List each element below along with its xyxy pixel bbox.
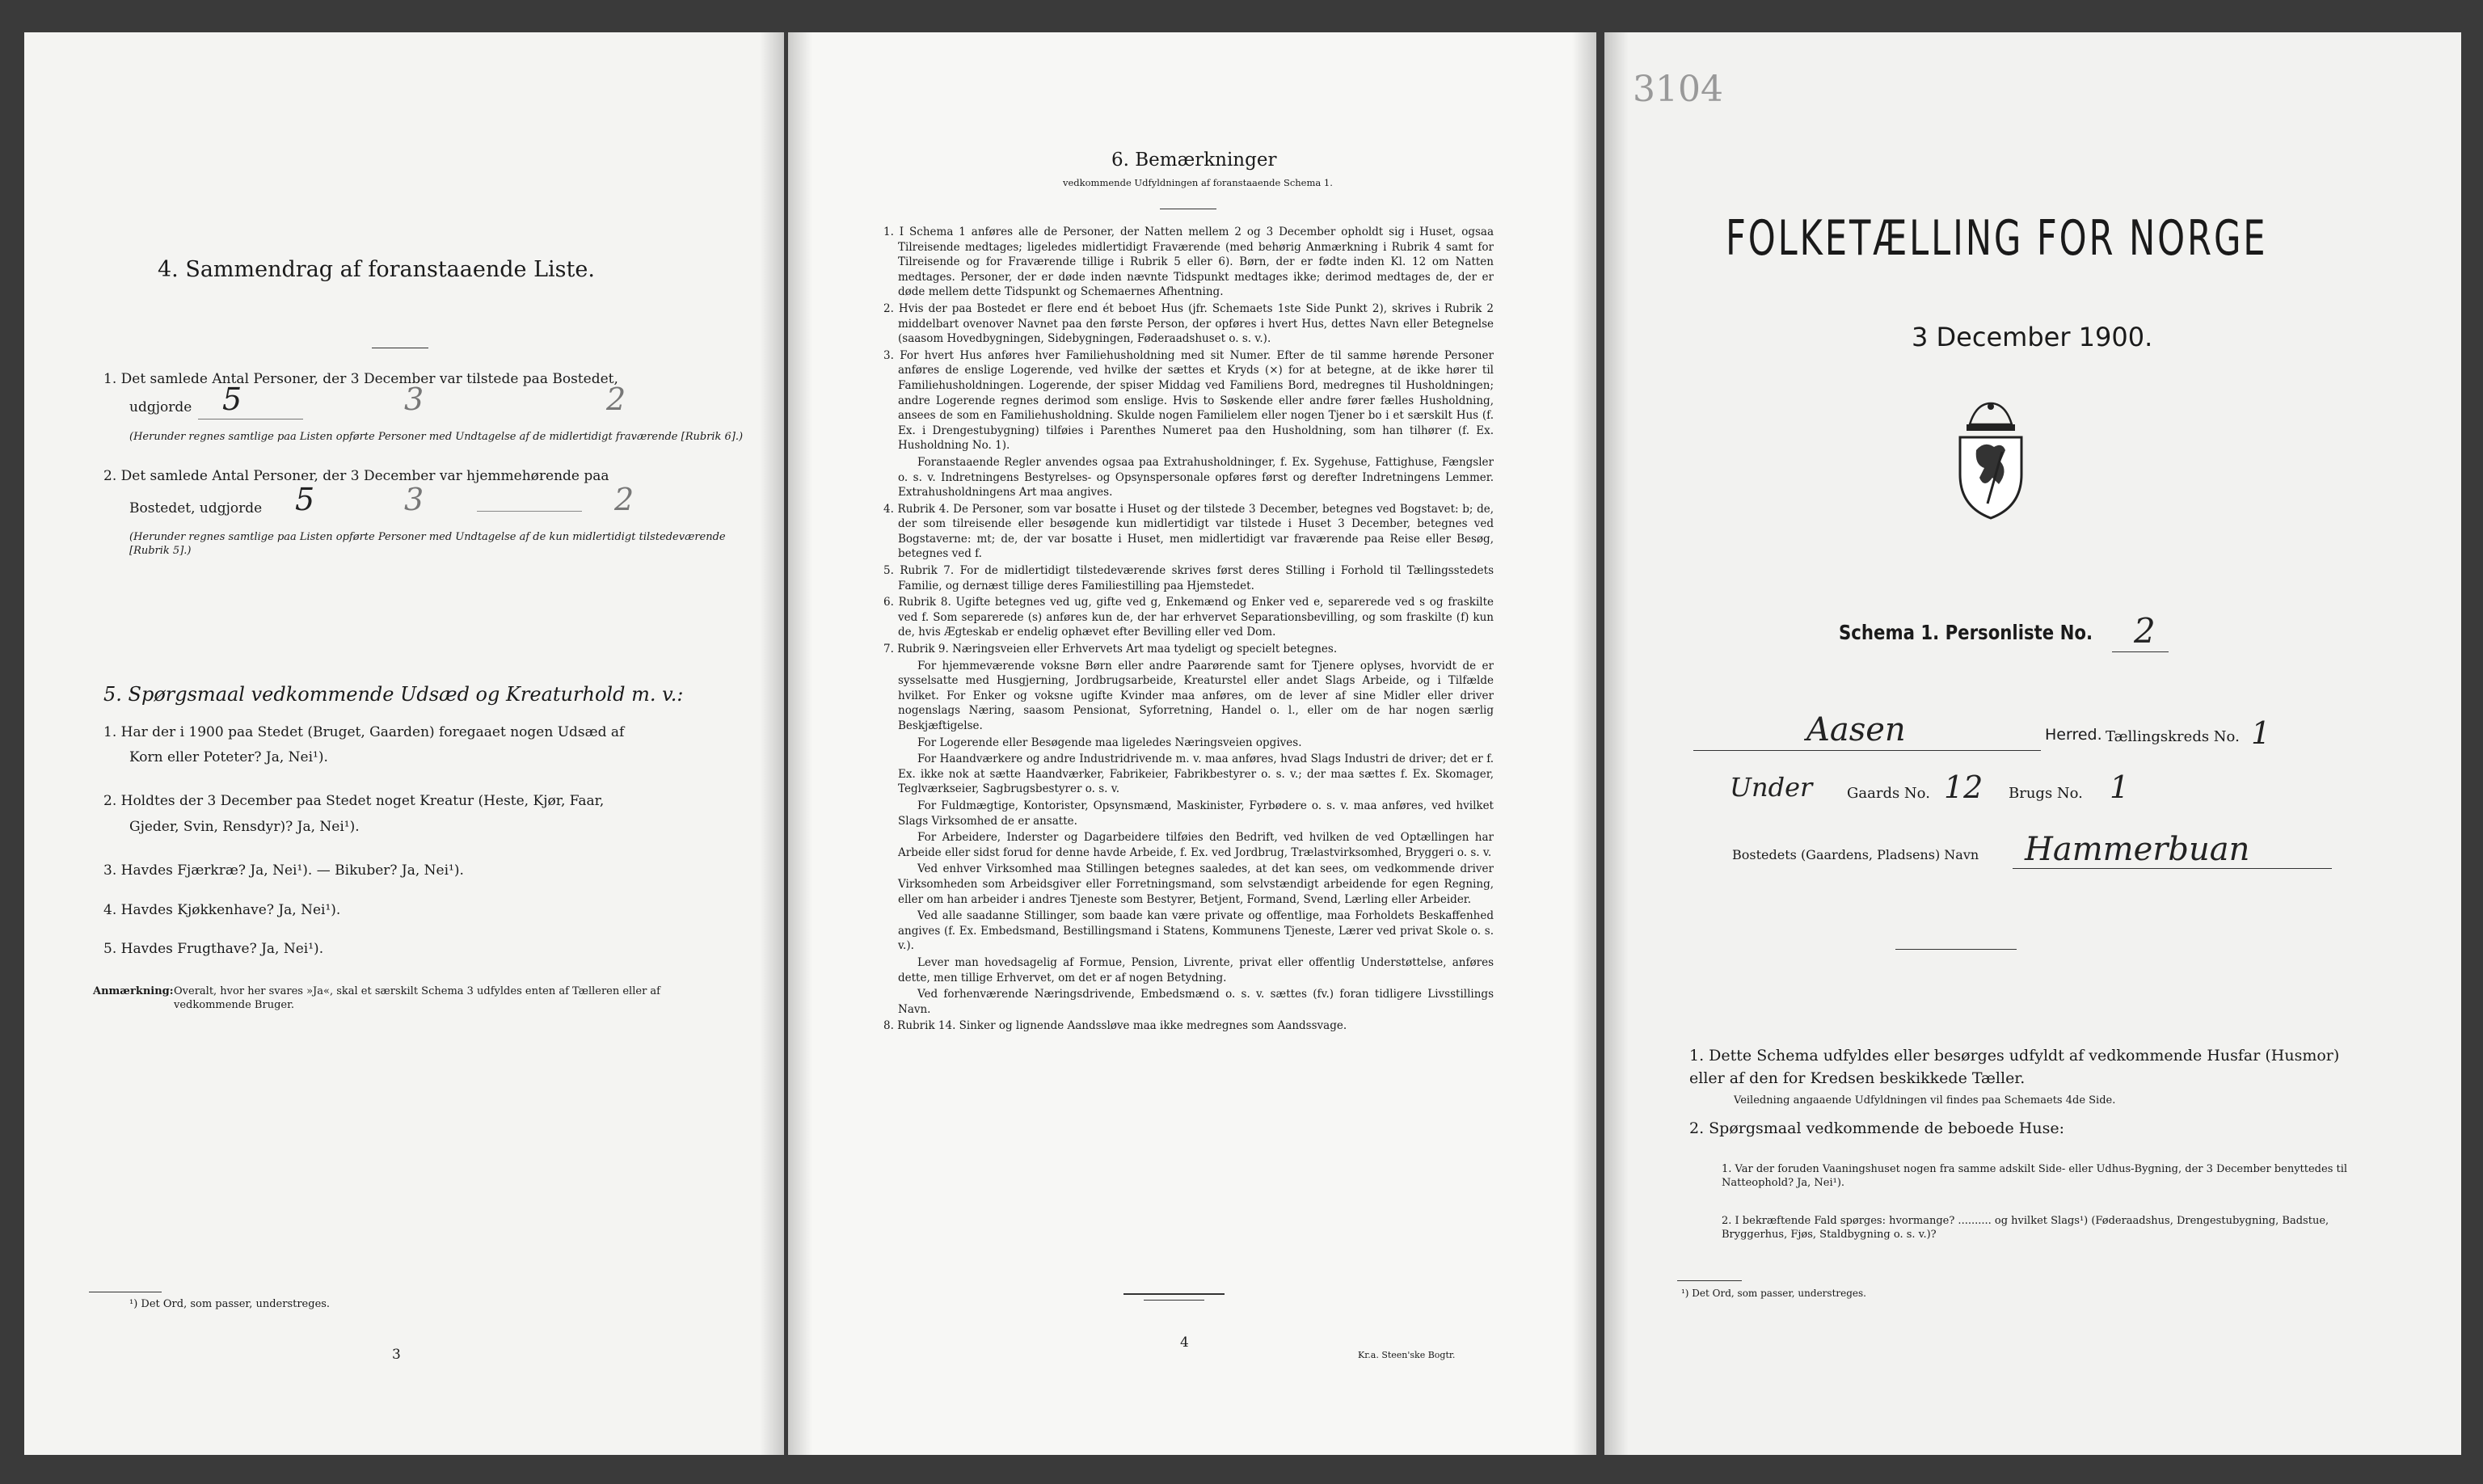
herred-label: Herred. <box>2045 726 2102 744</box>
kreds-number-handwritten: 1 <box>2251 715 2271 751</box>
remark-paragraph: For hjemmeværende voksne Børn eller andre Paarørende samt for Tjenere oplyses, hvorvidt de er sysselsatte med Husgjerning, Jordbrugsarbeide, Kreaturstel eller andet Slags Arbeide, og i Tilfælde hvilket. For Enker og voksne ugifte Kvinder maa anføres, om de lever af sine Midler eller driver nogenslags Næring, saasom Pensionat, Syforretning, Handel o. l., eller om de har nogen særlig Beskjæftigelse. <box>898 659 1494 732</box>
item1-note: (Herunder regnes samtlige paa Listen opførte Personer med Undtagelse af de midlertidigt fraværende [Rubrik 6].) <box>129 431 744 443</box>
page-4 <box>788 32 1596 1455</box>
herred-handwritten: Aasen <box>1806 711 1906 748</box>
end-rule <box>1123 1293 1225 1295</box>
handwritten-stroke <box>477 511 582 512</box>
fold-shadow <box>1604 32 1629 1455</box>
remark-paragraph: 1. I Schema 1 anføres alle de Personer, der Natten mellem 2 og 3 December opholdt sig i Huset, ogsaa Tilreisende medtages; ligeledes midlertidigt Fraværende (med behørig Anmærkning i Rubrik 4 samt for Tilreisende og for Fraværende tillige i Rubrik 5 eller 6). Børn, der er fødte inden Kl. 12 om Natten medtages. Personer, der er døde inden nævnte Tidspunkt medtages ikke; derimod medtages de, der er døde mellem dette Tidspunkt og Schemaernes Afhentning. <box>883 226 1494 299</box>
remark-paragraph: Lever man hovedsagelig af Formue, Pension, Livrente, privat eller offentlig Understøttelse, anføres dette, men tillige Erhvervet, om det er af nogen Betydning. <box>898 955 1494 984</box>
end-rule-short <box>1144 1300 1204 1301</box>
item2-female-handwritten: 2 <box>614 482 634 517</box>
footnote-rule <box>1677 1280 1742 1281</box>
remark-paragraph: Ved forhenværende Næringsdrivende, Embedsmænd o. s. v. sættes (fv.) foran tidligere Livsstillings Navn. <box>898 988 1494 1016</box>
fold-shadow <box>760 32 784 1455</box>
remark-paragraph: 5. Rubrik 7. For de midlertidigt tilstedeværende skrives først deres Stilling i Forhold til Tællingsstedets Familie, og dernæst tillige deres Familiestilling paa Hjemstedet. <box>883 564 1494 592</box>
item2-label: Bostedet, udgjorde <box>129 500 263 516</box>
main-title: FOLKETÆLLING FOR NORGE <box>1726 210 2268 267</box>
remark-paragraph: Ved enhver Virksomhed maa Stillingen betegnes saaledes, at det kan sees, om vedkommende driver Virksomheden som Arbeidsgiver eller Forretningsmand, som selvstændigt arbeidende for egen Regning, eller om han arbeider i andres Tjeneste som Bestyrer, Betjent, Formand, Svend, Lærling eller Arbeider. <box>898 862 1494 906</box>
printer-mark: Kr.a. Steen'ske Bogtr. <box>1358 1350 1456 1360</box>
archive-number: 3104 <box>1633 69 1723 110</box>
fill-line <box>2013 868 2332 869</box>
date: 3 December 1900. <box>1912 322 2153 352</box>
bosted-handwritten: Hammerbuan <box>2025 831 2250 868</box>
section5-title: 5. Spørgsmaal vedkommende Udsæd og Kreaturhold m. v.: <box>103 683 684 706</box>
remark-paragraph: 4. Rubrik 4. De Personer, som var bosatte i Huset og der tilstede 3 December, betegnes ved Bogstavet: b; de, der som tilreisende eller besøgende kun midlertidigt var tilstede i Huset 3 December, betegnes ved Bogstaverne: mt; de, der var bosatte i Huset, men midlertidigt var fraværende paa Reise eller Besøg, betegnes ved f. <box>883 502 1494 561</box>
kreds-label: Tællingskreds No. <box>2106 728 2240 745</box>
item1-female-handwritten: 2 <box>606 382 626 417</box>
section4-title: 4. Sammendrag af foranstaaende Liste. <box>158 257 595 282</box>
footnote: ¹) Det Ord, som passer, understreges. <box>1681 1288 1866 1299</box>
remarks-subtitle: vedkommende Udfyldningen af foranstaaende Schema 1. <box>1063 177 1333 188</box>
schema-number-handwritten: 2 <box>2134 611 2156 651</box>
q5: 5. Havdes Frugthave? Ja, Nei¹). <box>103 941 324 957</box>
under-handwritten: Under <box>1730 772 1813 803</box>
remark-paragraph: 2. Hvis der paa Bostedet er flere end ét beboet Hus (jfr. Schemaets 1ste Side Punkt 2), skrives i Rubrik 2 middelbart ovenover Navnet paa den første Person, der opføres i hvert Hus, dettes Navn eller Betegnelse (saasom Hovedbygningen, Sidebygningen, Føderaadshuset o. s. v.). <box>883 301 1494 346</box>
brugs-number-handwritten: 1 <box>2110 769 2130 805</box>
instruction-2-q2: 2. I bekræftende Fald spørges: hvormange? .......... og hvilket Slags¹) (Føderaadshus, Drengestubygning, Badstue, Bryggerhus, Fjøs, Staldbygning o. s. v.)? <box>1722 1215 2329 1241</box>
item2-total-handwritten: 5 <box>295 482 315 517</box>
remark-paragraph: For Logerende eller Besøgende maa ligeledes Næringsveien opgives. <box>917 736 1302 749</box>
remark-paragraph: 3. For hvert Hus anføres hver Familiehusholdning med sit Numer. Efter de til samme hørende Personer anføres de enslige Logerende, ved hvilke der sættes et Kryds (×) for at betegne, at de ikke hører til Familiehusholdningen. Logerende, der spiser Middag ved Familiens Bord, medregnes til Husholdningen; andre Logerende regnes derimod som enslige. Hvis to Søskende eller andre fører fælles Husholdning, ansees de som en Familiehusholdning. Skulde nogen Familielem eller nogen Tjener bo i et særskilt Hus (f. Ex. i Drengestubygning) tilføies i Parenthes Numeret paa den Husholdning, som han tilhører (f. Ex. Husholdning No. 1). <box>883 348 1494 453</box>
remark-paragraph: 7. Rubrik 9. Næringsveien eller Erhvervets Art maa tydeligt og specielt betegnes. <box>883 643 1338 656</box>
remark-paragraph: For Arbeidere, Inderster og Dagarbeidere tilføies den Bedrift, ved hvilken de ved Optællingen har Arbeide eller sidst forud for denne havde Arbeide, f. Ex. ved Jordbrug, Trælastvirksomhed, Bryggeri o. s. v. <box>898 831 1494 859</box>
footnote: ¹) Det Ord, som passer, understreges. <box>129 1298 331 1310</box>
fill-line <box>2112 651 2169 652</box>
q4: 4. Havdes Kjøkkenhave? Ja, Nei¹). <box>103 902 341 918</box>
remarks-title: 6. Bemærkninger <box>1111 150 1277 171</box>
item2-line: 2. Det samlede Antal Personer, der 3 December var hjemmehørende paa <box>103 468 609 484</box>
item2-male-handwritten: 3 <box>404 482 424 517</box>
bosted-label: Bostedets (Gaardens, Pladsens) Navn <box>1732 847 1979 862</box>
coat-of-arms-icon <box>1952 400 2030 525</box>
remarks-list <box>883 225 1494 1035</box>
q3: 3. Havdes Fjærkræ? Ja, Nei¹). — Bikuber? Ja, Nei¹). <box>103 862 464 879</box>
anm-label: Anmærkning: <box>93 985 174 997</box>
page-number: 4 <box>1180 1334 1189 1351</box>
item1-total-handwritten: 5 <box>222 382 242 417</box>
q2-line: 2. Holdtes der 3 December paa Stedet noget Kreatur (Heste, Kjør, Faar, <box>103 793 605 809</box>
page-1 <box>1604 32 2461 1455</box>
remark-paragraph: For Haandværkere og andre Industridrivende m. v. maa anføres, hvad Slags Industri de driver; det er f. Ex. ikke nok at sætte Haandværker, Fabrikeier, Fabrikbestyrer o. s. v.; der maa sættes f. Ex. Skomager, Teglværkseier, Sagbrugsbestyrer o. s. v. <box>898 753 1494 796</box>
brugs-label: Brugs No. <box>2009 785 2083 802</box>
remark-paragraph: 8. Rubrik 14. Sinker og lignende Aandssløve maa ikke medregnes som Aandssvage. <box>883 1019 1347 1033</box>
q1-line: 1. Har der i 1900 paa Stedet (Bruget, Gaarden) foregaaet nogen Udsæd af <box>103 724 625 740</box>
item1-line: 1. Det samlede Antal Personer, der 3 December var tilstede paa Bostedet, <box>103 371 618 387</box>
remark-paragraph: For Fuldmægtige, Kontorister, Opsynsmænd, Maskinister, Fyrbødere o. s. v. maa anføres, ved hvilket Slags Virksomhed de er ansatte. <box>898 799 1494 828</box>
fold-shadow <box>788 32 812 1455</box>
page-number: 3 <box>392 1347 401 1363</box>
anm-text: Overalt, hvor her svares »Ja«, skal et særskilt Schema 3 udfyldes enten af Tælleren eller af vedkommende Bruger. <box>174 985 660 1011</box>
remark-paragraph: 6. Rubrik 8. Ugifte betegnes ved ug, gifte ved g, Enkemænd og Enker ved e, separerede ved s og fraskilte ved f. Som separerede (s) anføres kun de, der har erhvervet Separationsbevilling, og som fraskilte (f) kun de, hvis Ægteskab er endelig ophævet efter Bevilling eller ved Dom. <box>883 596 1494 639</box>
divider <box>1895 949 2017 950</box>
fill-line <box>1693 750 2041 751</box>
schema-label: Schema 1. Personliste No. <box>1839 621 2093 644</box>
remark-paragraph: Foranstaaende Regler anvendes ogsaa paa Extrahusholdninger, f. Ex. Sygehuse, Fattighuse, Fængsler o. s. v. Indretningens Bestyrelses- og Opsynspersonale opføres først og derefter Indretningens Lemmer. Extrahusholdningens Art maa angives. <box>898 455 1494 500</box>
instruction-1-note: Veiledning angaaende Udfyldningen vil findes paa Schemaets 4de Side. <box>1734 1094 2116 1107</box>
instruction-2: 2. Spørgsmaal vedkommende de beboede Huse: <box>1689 1119 2064 1137</box>
item1-label: udgjorde <box>129 399 192 415</box>
item1-male-handwritten: 3 <box>404 382 424 417</box>
instruction-2-q1: 1. Var der foruden Vaaningshuset nogen fra samme adskilt Side- eller Udhus-Bygning, der 3 December benyttedes til Natteophold? Ja, Nei¹). <box>1722 1163 2348 1189</box>
item2-note: (Herunder regnes samtlige paa Listen opførte Personer med Undtagelse af de kun midlertidigt tilstedeværende [Rubrik 5].) <box>129 531 726 557</box>
remark-paragraph: Ved alle saadanne Stillinger, som baade kan være private og offentlige, maa Forholdets Beskaffenhed angives (f. Ex. Embedsmand, Bestillingsmand i Statens, Kommunens Tjeneste, Lærer ved privat Skole o. s. v.). <box>898 909 1494 953</box>
q1-answer: Korn eller Poteter? Ja, Nei¹). <box>129 749 328 765</box>
gaards-number-handwritten: 12 <box>1944 769 1983 805</box>
instruction-1: 1. Dette Schema udfyldes eller besørges udfyldt af vedkommende Husfar (Husmor) eller af den for Kredsen beskikkede Tæller. <box>1689 1047 2340 1087</box>
page-3 <box>24 32 784 1455</box>
gaards-label: Gaards No. <box>1847 785 1930 802</box>
fold-shadow <box>1572 32 1596 1455</box>
q2-answer: Gjeder, Svin, Rensdyr)? Ja, Nei¹). <box>129 819 360 835</box>
